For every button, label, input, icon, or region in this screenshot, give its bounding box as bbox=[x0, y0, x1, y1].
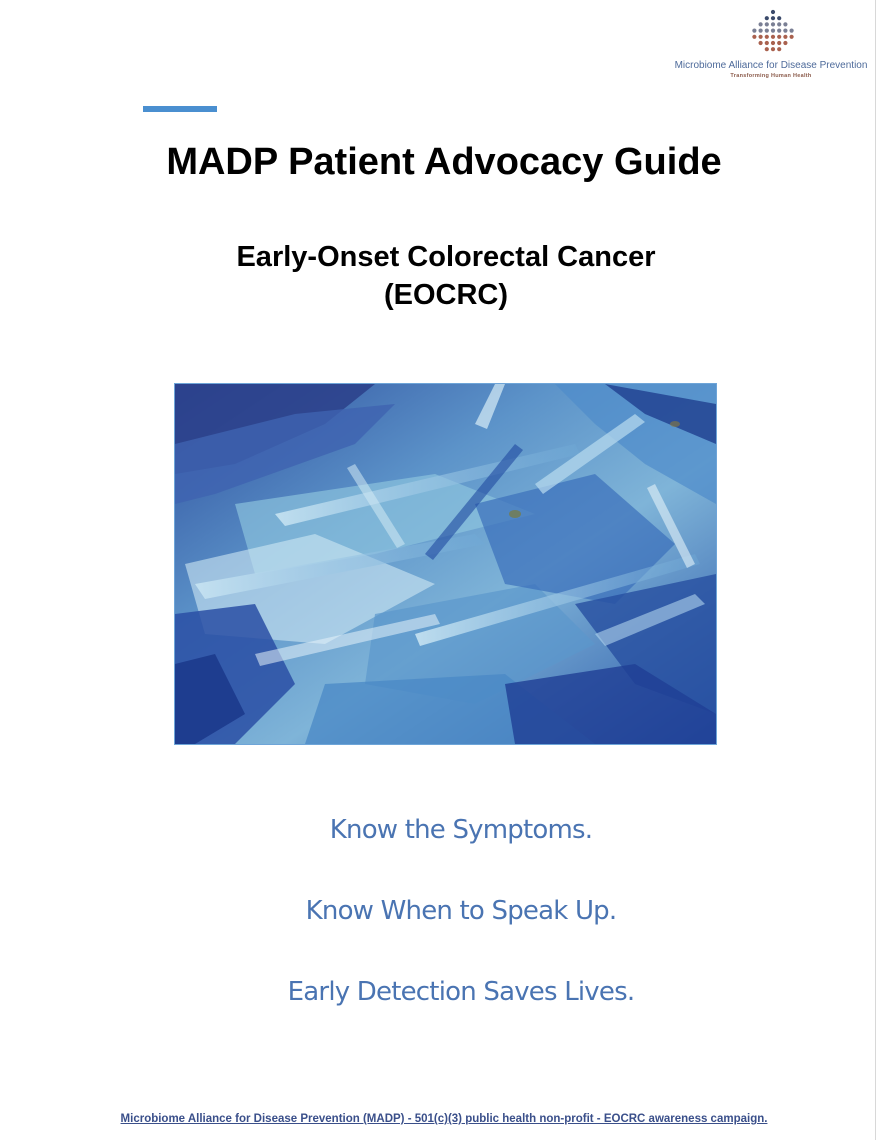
logo-dot bbox=[771, 10, 775, 14]
logo-dot bbox=[765, 47, 769, 51]
tagline-symptoms: Know the Symptoms. bbox=[329, 815, 593, 845]
logo-dot bbox=[759, 35, 763, 39]
logo-dot bbox=[777, 16, 781, 20]
footer-note[interactable]: Microbiome Alliance for Disease Prevention (MADP) - 501(c)(3) public health non-profit - EOCRC awareness campaign. bbox=[120, 1113, 768, 1125]
logo-dot bbox=[777, 35, 781, 39]
dot-pyramid-logo-icon bbox=[738, 8, 808, 58]
logo-dot bbox=[771, 16, 775, 20]
cover-image bbox=[174, 383, 717, 745]
logo-dot bbox=[765, 16, 769, 20]
logo-dot bbox=[783, 41, 787, 45]
logo-dot bbox=[777, 47, 781, 51]
logo-org-name: Microbiome Alliance for Disease Prevention bbox=[674, 60, 868, 71]
logo-dot bbox=[790, 35, 794, 39]
logo-dot bbox=[771, 35, 775, 39]
logo-dot bbox=[752, 35, 756, 39]
logo-dot bbox=[777, 41, 781, 45]
org-logo bbox=[668, 8, 874, 84]
logo-dot bbox=[771, 29, 775, 33]
subtitle-line-2: (EOCRC) bbox=[383, 279, 509, 311]
logo-dot bbox=[790, 29, 794, 33]
logo-dot bbox=[765, 29, 769, 33]
logo-dot bbox=[771, 22, 775, 26]
document-subtitle bbox=[0, 238, 876, 314]
logo-dot bbox=[777, 29, 781, 33]
abstract-paint-artwork bbox=[175, 384, 716, 744]
logo-dot bbox=[783, 22, 787, 26]
logo-dot bbox=[752, 29, 756, 33]
accent-rule bbox=[143, 106, 217, 112]
logo-dot bbox=[771, 41, 775, 45]
logo-dot bbox=[759, 22, 763, 26]
document-title: MADP Patient Advocacy Guide bbox=[166, 141, 722, 183]
subtitle-line-1: Early-Onset Colorectal Cancer bbox=[236, 241, 656, 273]
logo-dot bbox=[783, 29, 787, 33]
tagline-list bbox=[0, 808, 876, 1051]
logo-dot bbox=[783, 35, 787, 39]
logo-tagline: Transforming Human Health bbox=[730, 73, 812, 79]
logo-dot bbox=[765, 41, 769, 45]
logo-dot bbox=[777, 22, 781, 26]
logo-dot bbox=[759, 41, 763, 45]
logo-dot bbox=[771, 47, 775, 51]
logo-dot bbox=[759, 29, 763, 33]
logo-dot bbox=[765, 35, 769, 39]
logo-dot bbox=[765, 22, 769, 26]
tagline-speak-up: Know When to Speak Up. bbox=[305, 896, 617, 926]
tagline-early-detection: Early Detection Saves Lives. bbox=[287, 977, 635, 1007]
